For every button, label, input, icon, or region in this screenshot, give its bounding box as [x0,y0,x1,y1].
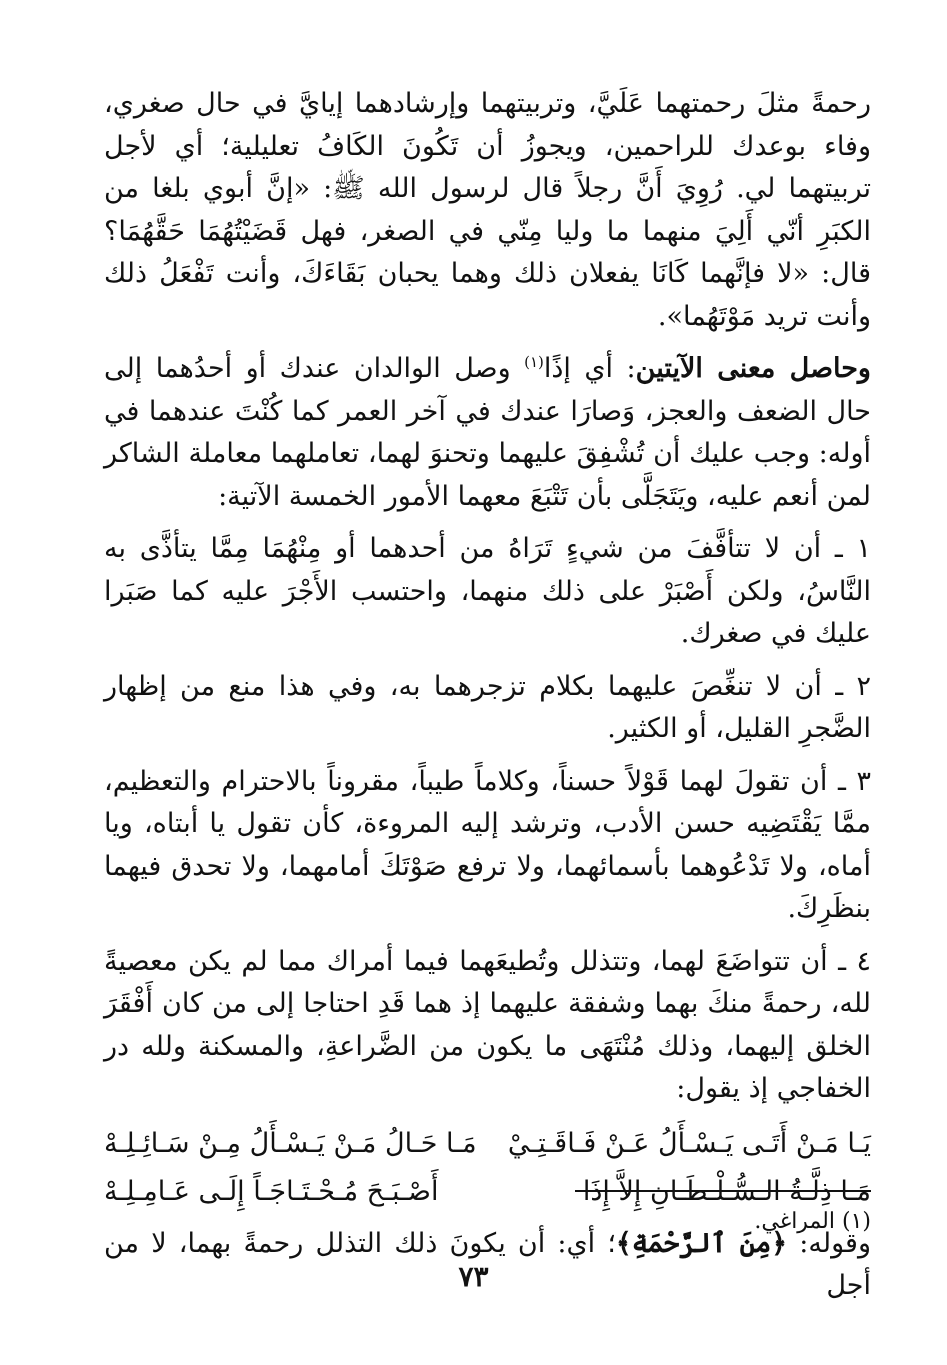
footnote-divider [575,1190,871,1192]
summary-text-b: وصل الوالدان عندك أو أحدُهما إلى حال الضعف والعجز، وَصارَا عندك في آخر العمر كما كُنْتَ عندهما في أوله: وجب عليك أن تُشْفِقَ عليهما وتحنوَ لهما، تعاملهما معاملة الشاكر لمن أنعم عليه، ويَتَجَلَّى بأن تَتْبَعَ معهما الأمور الخمسة الآتية: [104,353,871,512]
last-text-a: وقوله: [787,1227,871,1259]
quran-quote: ﴿مِنَ ٱلرَّحْمَةِ﴾ [615,1227,788,1259]
poem-line-2-first-hemistich: مَـا ذِلَّـةُ الـسُّـلْـطَـانِ إِلاَّ إِذَا [582,1175,871,1207]
paragraph-1: رحمةً مثلَ رحمتهما عَلَيَّ، وتربيتهما وإرشادهما إيايَّ في حال صغري، وفاء بوعدك للراحمين، ويجوزُ أن تَكُونَ الكَافُ تعليلية؛ أي لأجل تربيتهما لي. رُوِيَ أَنَّ رجلاً قال لرسول الله ﷺ: «إنَّ أبوي بلغا من الكبَرِ أنّي أَلِيَ منهما ما وليا مِنّي في الصغر، فهل قَضَيْتُهُمَا حَقَّهُمَا؟ قال: «لا فإنَّهما كَانَا يفعلان ذلك وهما يحبان بَقَاءَكَ، وأنت تَفْعَلُ ذلك وأنت تريد مَوْتَهُما». [104,88,872,332]
list-item-4: ٤ ـ أن تتواضَعَ لهما، وتتذلل وتُطيعَهما فيما أمراك مما لم يكن معصيةً لله، رحمةً منكَ بهما وشفقة عليهما إذ هما قَدِ احتاجا إلى من كان أَفْقَرَ الخلق إليهما، وذلك مُنْتَهَى ما يكون من الضَّراعةِ، والمسكنة ولله در الخفاجي إذ يقول: [104,945,871,1104]
list-item-3: ٣ ـ أن تقولَ لهما قَوْلاً حسناً، وكلاماً طيباً، مقروناً بالاحترام والتعظيم، ممَّا يَقْتَضِيه حسن الأدب، وترشد إليه المروءة، كأن تقول يا أبتاه، ويا أماه، ولا تَدْعُوهما بأسمائهما، ولا ترفع صَوْتَكَ أمامهما، ولا تحدق فيهما بنظَرِكَ. [104,765,871,924]
summary-heading: وحاصل معنى الآيتين [635,353,871,384]
footnote-reference[interactable]: (١) [524,353,544,371]
summary-text-a: : أي إذًا [543,353,636,384]
footnote [754,1207,871,1237]
footnote-text: المراغي. [754,1209,835,1234]
list-item-2: ٢ ـ أن لا تنغِّصَ عليهما بكلام تزجرهما به، وفي هذا منع من إظهار الضَّجرِ القليل، أو الكثير. [104,670,871,744]
paragraph-summary [104,348,871,518]
poem-line-1-first-hemistich: يَـا مَـنْ أَتَـى يَـسْـأَلُ عَـنْ فَـاقَـتِـيْ [507,1127,871,1159]
poem-line-1 [104,1121,871,1167]
list-item-1: ١ ـ أن لا تتأفَّفَ من شيءٍ تَرَاهُ من أحدهما أو مِنْهُمَا مِمَّا يتأذَّى به النَّاسُ، ولكن أَصْبَرْ على ذلك منهما، واحتسب الأَجْرَ عليه كما صَبَرا عليك في صغرك. [104,533,871,649]
page-number: ٧٣ [458,1260,489,1293]
last-text-b: ؛ أي: أن يكونَ ذلك التذلل رحمةً بهما، لا من أجل [104,1227,871,1301]
poem-line-2-second-hemistich: أَصْـبَـحَ مُـحْـتَـاجَـاً إِلَـى عَـامِـلِـهْ [104,1175,439,1207]
footnote-number: (١) [841,1209,871,1234]
poem-line-1-second-hemistich: مَـا حَـالُ مَـنْ يَـسْـأَلُ مِـنْ سَـائِـلِـهْ [104,1127,477,1159]
